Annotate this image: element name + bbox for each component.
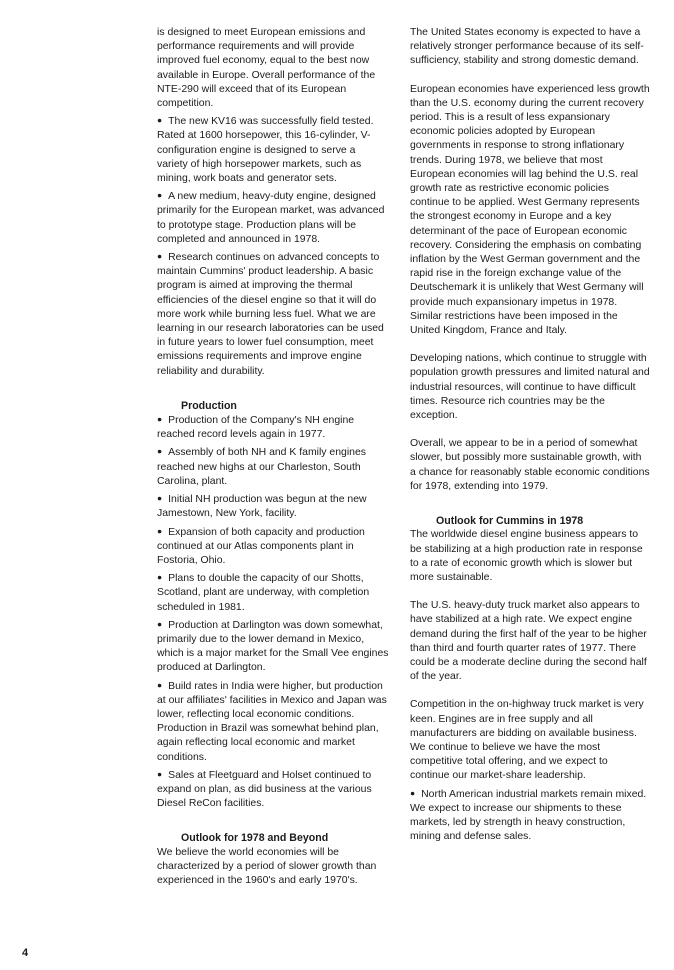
outlook-paragraph: We believe the world economies will be characterized by a period of slower growth than experienced in the 1960's and early 1970's. [157,846,377,886]
bullet-kv16: ● The new KV16 was successfully field tested. Rated at 1600 horsepower, this 16-cylinder, V-configuration engine is designed to serve a variety of high horsepower markets, such as mining, work boats and generator sets. [157,114,389,186]
production-bullet: ● Production of the Company's NH engine reached record levels again in 1977. [157,413,389,442]
paragraph-overall: Overall, we appear to be in a period of somewhat slower, but possibly more sustainable growth, with a chance for reasonably stable economic conditions for 1978, extending into 1979. [410,438,650,492]
bullet-new-engine: ● A new medium, heavy-duty engine, designed primarily for the European market, was advanced to prototype stage. Production plans will be completed and announced in 1978. [157,189,389,247]
page-number: 4 [22,947,29,959]
production-bullet: ● Sales at Fleetguard and Holset continued to expand on plan, as did business at the various Diesel ReCon facilities. [157,768,389,812]
production-bullet: ● Plans to double the capacity of our Shotts, Scotland, plant are underway, with completion scheduled in 1981. [157,571,389,615]
intro-paragraph: is designed to meet European emissions and performance requirements and will provide improved fuel economy, equal to the best now available in Europe. Overall performance of the NTE-290 will exceed that of its European competition. [157,27,376,110]
paragraph-european-economies: European economies have experienced less growth than the U.S. economy during the current recovery period. This is a result of less expansionary economic policies adopted by European governments in response to strong inflationary trends. During 1978, we believe that most European economies will lag behind the U.S. real growth rate as restrictive economic policies continue to be applied. West Germany represents the strongest economy in Europe and a key determinant of the pace of European economic recovery. Considering the emphasis on combating inflation by the West German government and the rapid rise in the foreign exchange value of the Deutschemark it is unlikely that West Germany will provide much expansionary impetus in 1978. Similar restrictions have been imposed in the United Kingdom, France and Italy. [410,83,650,337]
paragraph-developing-nations: Developing nations, which continue to struggle with population growth pressures and limited natural and industrial resources, will continue to have difficult times. Resource rich countries may be the exception. [410,353,650,422]
right-column [410,26,650,844]
production-bullet: ● Production at Darlington was down somewhat, primarily due to the lower demand in Mexico, which is a major market for the Small Vee engines produced at Darlington. [157,618,389,676]
paragraph-truck-market: The U.S. heavy-duty truck market also appears to have stabilized at a high rate. We expect engine demand during the first half of the year to be higher than third and fourth quarter rates of 1977. There could be a moderate decline during the second half of the year. [410,600,647,683]
production-bullet: ● Build rates in India were higher, but production at our affiliates' facilities in Mexico and Japan was lower, reflecting local economic conditions. Production in Brazil was somewhat behind plan, again reflecting local economic and market conditions. [157,679,389,765]
production-bullet: ● Expansion of both capacity and production continued at our Atlas components plant in Fostoria, Ohio. [157,525,389,569]
bullet-industrial-markets: ● North American industrial markets remain mixed. We expect to increase our shipments to these markets, led by strength in heavy construction, mining and defense sales. [410,787,650,845]
paragraph-us-economy: The United States economy is expected to have a relatively stronger performance because of its self-sufficiency, stability and strong domestic demand. [410,27,644,67]
outlook-heading: Outlook for 1978 and Beyond [181,832,329,845]
bullet-research: ● Research continues on advanced concepts to maintain Cummins' product leadership. A basic program is aimed at improving the thermal efficiencies of the diesel engine so that it will do more work while burning less fuel. What we are learning in our research laboratories can be used in future years to lower fuel consumption, meet emissions requirements and improve engine reliability and durability. [157,250,389,379]
production-bullet: ● Assembly of both NH and K family engines reached new highs at our Charleston, South Carolina, plant. [157,445,389,489]
paragraph-diesel-business: The worldwide diesel engine business appears to be stabilizing at a high production rate in response to a rate of economic growth which is slower but more sustainable. [410,529,643,583]
paragraph-competition: Competition in the on-highway truck market is very keen. Engines are in free supply and all manufacturers are bidding on available business. We continue to believe we have the most competitive total offering, and we expect to continue our market-share leadership. [410,699,644,782]
left-column [157,26,389,888]
production-bullet: ● Initial NH production was begun at the new Jamestown, New York, facility. [157,492,389,521]
production-heading: Production [181,399,237,412]
cummins-outlook-heading: Outlook for Cummins in 1978 [436,515,584,528]
